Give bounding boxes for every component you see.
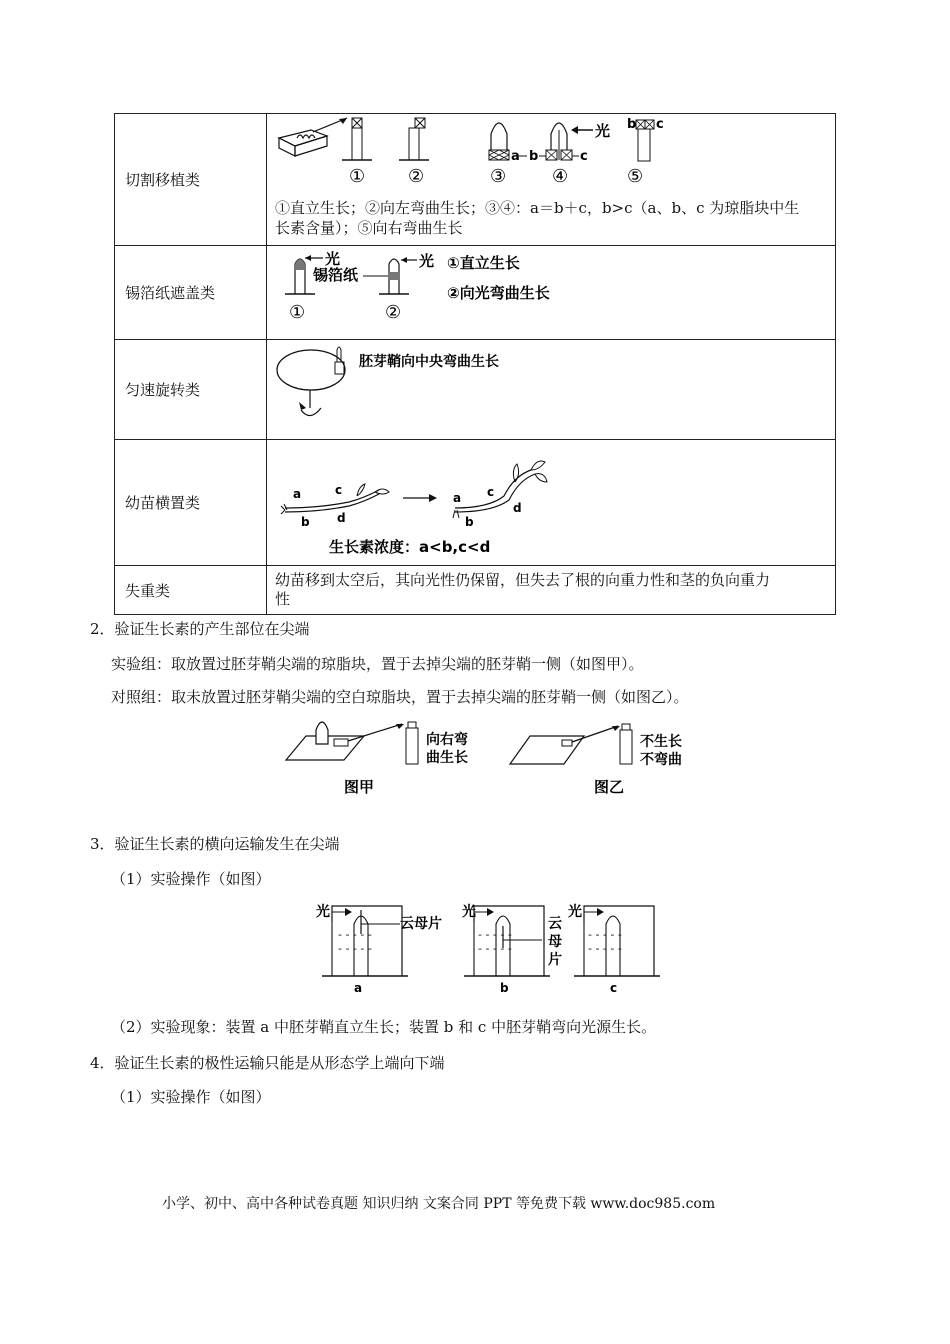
svg-text:- - - - -: - - - - - xyxy=(338,942,372,955)
apparatus-b-label: b xyxy=(500,981,509,995)
fig-a-result-1: 向右弯 xyxy=(426,732,468,748)
section2-heading: 2．验证生长素的产生部位在尖端 xyxy=(90,620,310,638)
row-label-weightless: 失重类 xyxy=(115,566,267,615)
foil-num-1: ① xyxy=(289,302,306,323)
foil-result-1: ①直立生长 xyxy=(447,254,520,272)
seedling-d-2: d xyxy=(513,501,522,515)
cutting-desc-1: ①直立生长；②向左弯曲生长；③④：a＝b＋c，b>c（a、b、c 为琼脂块中生 xyxy=(275,199,800,217)
foil-label: 锡箔纸 xyxy=(313,266,359,284)
section3-operation: （1）实验操作（如图） xyxy=(111,870,271,888)
apparatus-a-label: a xyxy=(354,981,363,995)
weightless-desc-1: 幼苗移到太空后，其向光性仍保留，但失去了根的向重力性和茎的负向重力 xyxy=(275,571,771,589)
auxin-concentration-caption: 生长素浓度：a<b,c<d xyxy=(329,538,491,556)
num-1: ① xyxy=(349,166,366,187)
agar-b-label: b xyxy=(529,149,539,164)
weightless-cell xyxy=(267,566,835,614)
page-footer: 小学、初中、高中各种试卷真题 知识归纳 文案合同 PPT 等免费下载 www.doc985.com xyxy=(162,1196,716,1212)
apparatus-c-label: c xyxy=(610,981,618,995)
light-a: 光 xyxy=(316,904,330,920)
seedling-c-1: c xyxy=(335,483,343,497)
section2-control: 对照组：取未放置过胚芽鞘尖端的空白琼脂块，置于去掉尖端的胚芽鞘一侧（如图乙）。 xyxy=(111,688,689,706)
agar-c2-label: c xyxy=(656,117,664,132)
horizontal-cell xyxy=(267,440,835,565)
agar-c-label: c xyxy=(580,149,588,164)
row-label-rotation: 匀速旋转类 xyxy=(115,340,267,440)
foil-diagrams xyxy=(275,250,605,330)
row-label-cutting: 切割移植类 xyxy=(115,114,267,246)
svg-text:- - - - -: - - - - - xyxy=(588,942,622,955)
fig-b-result-1: 不生长 xyxy=(640,734,682,750)
seedling-d-1: d xyxy=(337,511,346,525)
svg-text:- - - - -: - - - - - xyxy=(478,928,512,941)
agar-a-label: a xyxy=(511,149,520,164)
fig-a-result-2: 曲生长 xyxy=(426,750,468,766)
fig-b-result-2: 不弯曲 xyxy=(640,752,682,768)
row-label-horizontal: 幼苗横置类 xyxy=(115,440,267,566)
cutting-cell xyxy=(267,114,835,245)
agar-b2-label: b xyxy=(627,117,637,132)
seedling-a-2: a xyxy=(453,491,462,505)
weightless-desc-2: 性 xyxy=(275,590,291,608)
rotation-result: 胚芽鞘向中央弯曲生长 xyxy=(359,354,499,370)
seedling-c-2: c xyxy=(487,485,495,499)
horizontal-seedling-diagrams xyxy=(279,446,579,556)
section3-heading: 3．验证生长素的横向运输发生在尖端 xyxy=(90,835,340,853)
seedling-a-1: a xyxy=(293,487,302,501)
num-5: ⑤ xyxy=(627,166,644,187)
section3-apparatus xyxy=(312,900,672,1004)
seedling-b-1: b xyxy=(301,515,310,529)
light-c: 光 xyxy=(568,904,582,920)
num-3: ③ xyxy=(490,166,507,187)
foil-cell xyxy=(267,246,835,339)
mica-v-1: 云 xyxy=(548,916,562,932)
mica-label-a: 云母片 xyxy=(400,916,442,932)
summary-table xyxy=(114,113,836,615)
light-label: 光 xyxy=(595,122,611,140)
fig-b-label: 图乙 xyxy=(594,778,625,796)
foil-num-2: ② xyxy=(385,302,402,323)
svg-text:- - - - -: - - - - - xyxy=(588,928,622,941)
num-4: ④ xyxy=(552,166,569,187)
section4-heading: 4．验证生长素的极性运输只能是从形态学上端向下端 xyxy=(90,1054,445,1072)
svg-text:- - - - -: - - - - - xyxy=(478,942,512,955)
rotation-cell xyxy=(267,340,835,439)
fig-a-label: 图甲 xyxy=(344,778,375,796)
light-b: 光 xyxy=(462,904,476,920)
mica-v-2: 母 xyxy=(548,934,562,950)
foil-result-2: ②向光弯曲生长 xyxy=(447,284,550,302)
seedling-b-2: b xyxy=(465,515,474,529)
row-label-foil: 锡箔纸遮盖类 xyxy=(115,246,267,340)
foil-light-1: 光 xyxy=(325,250,341,268)
mica-v-3: 片 xyxy=(548,952,562,968)
section3-phenomenon: （2）实验现象：装置 a 中胚芽鞘直立生长；装置 b 和 c 中胚芽鞘弯向光源生长。 xyxy=(111,1018,657,1036)
foil-light-2: 光 xyxy=(419,252,435,270)
num-2: ② xyxy=(408,166,425,187)
cutting-diagrams xyxy=(275,116,865,191)
section4-operation: （1）实验操作（如图） xyxy=(111,1088,271,1106)
svg-text:- - - - -: - - - - - xyxy=(338,928,372,941)
rotation-diagram xyxy=(273,344,573,434)
cutting-desc-2: 长素含量）；⑤向右弯曲生长 xyxy=(275,219,463,237)
section2-experimental: 实验组：取放置过胚芽鞘尖端的琼脂块，置于去掉尖端的胚芽鞘一侧（如图甲）。 xyxy=(111,655,644,673)
section2-figures xyxy=(284,716,704,802)
